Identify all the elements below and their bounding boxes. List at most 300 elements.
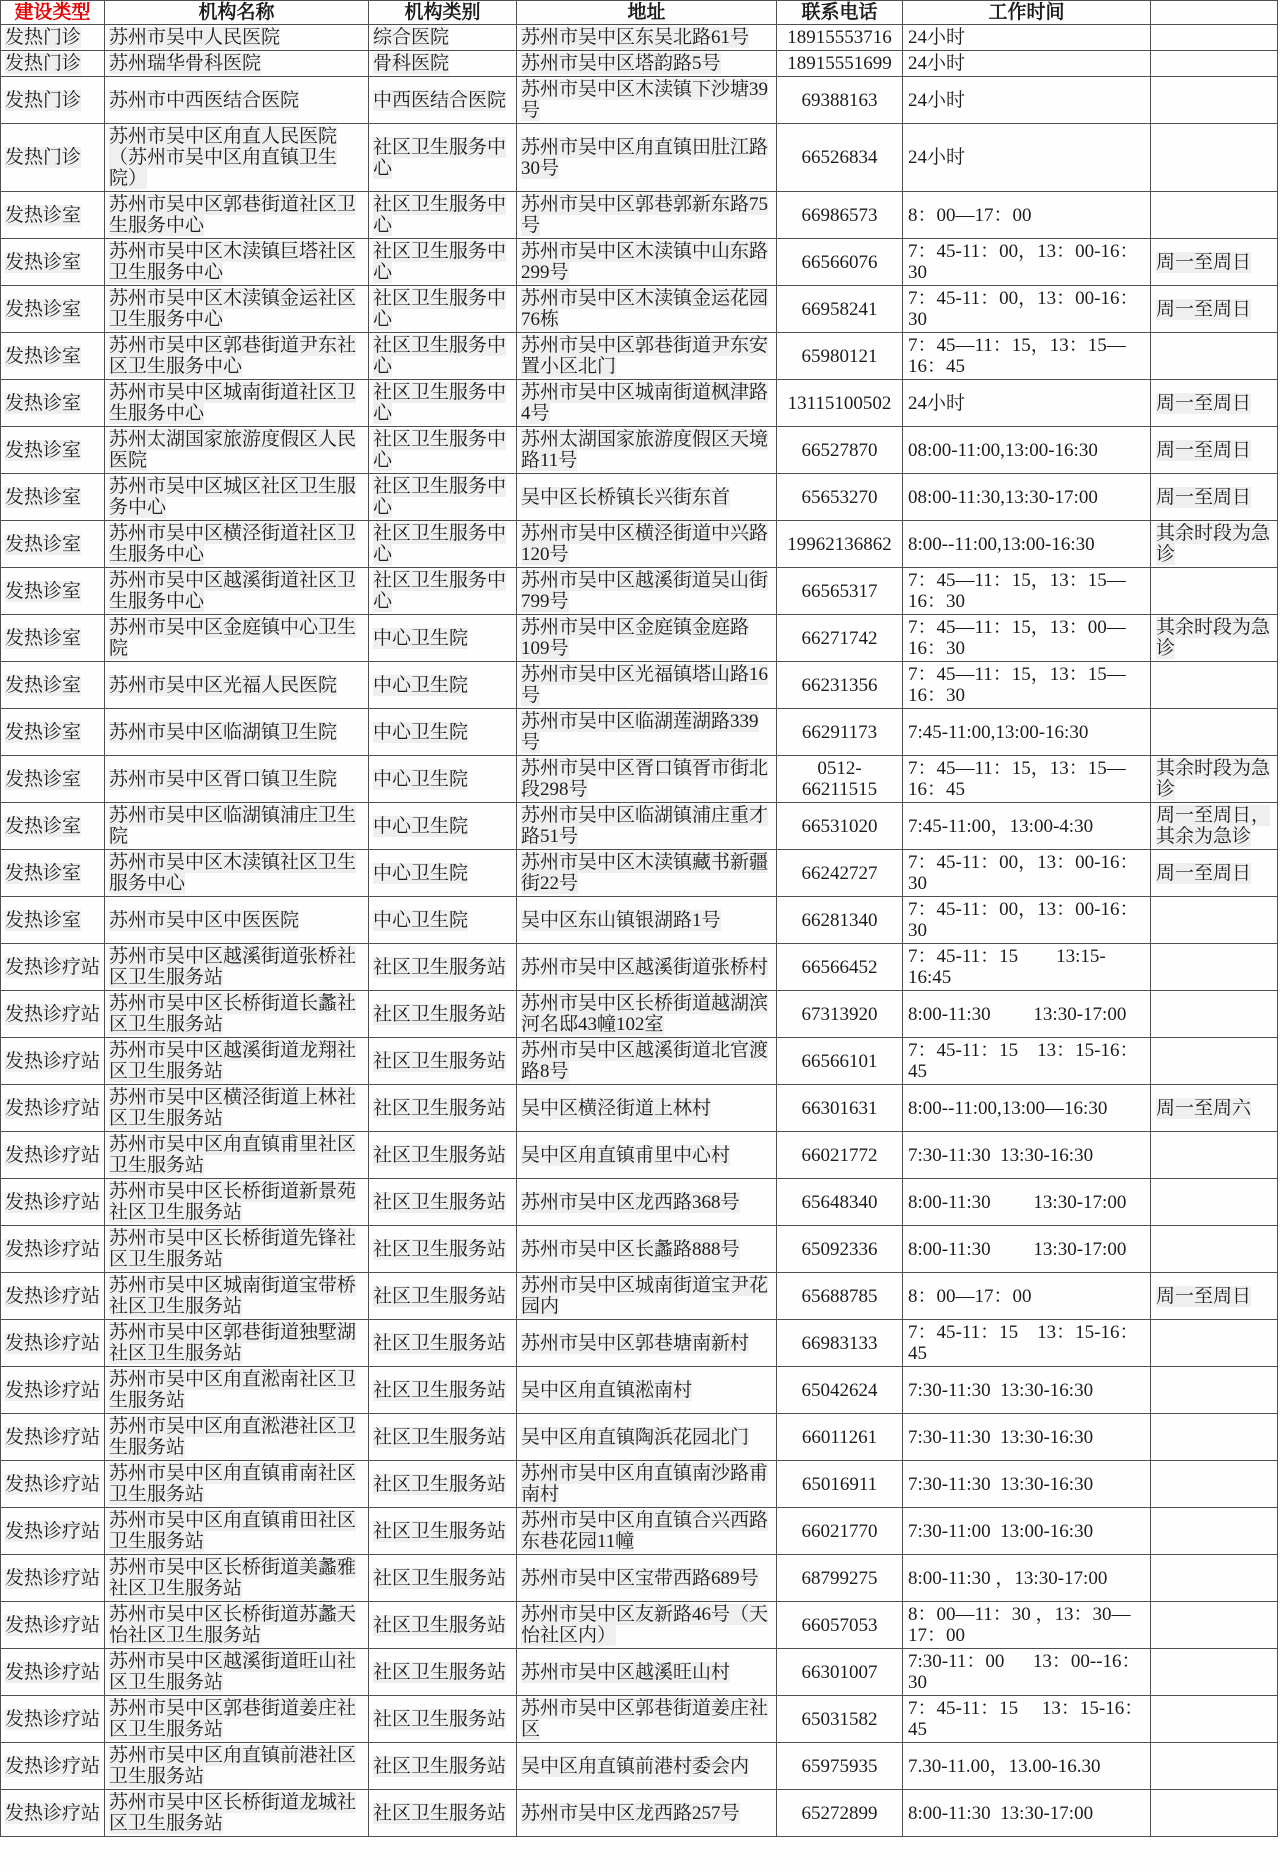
cell-text: 发热门诊 [5, 27, 82, 48]
cell-address [517, 427, 777, 474]
cell-name [105, 521, 369, 568]
table-body [1, 25, 1278, 1837]
cell-text: 7：45—11：15，13：00—16：30 [908, 617, 1126, 659]
cell-category [369, 1508, 517, 1555]
cell-note [1151, 1790, 1278, 1837]
cell-note [1151, 1414, 1278, 1461]
cell-text: 65653270 [801, 486, 878, 508]
cell-text: 苏州市吴中区越溪旺山村 [521, 1661, 731, 1683]
cell-hours [903, 51, 1151, 77]
cell-text: 社区卫生服务站 [373, 1473, 507, 1495]
cell-text: 周一至周日，其余为急诊 [1156, 805, 1271, 847]
cell-text: 发热诊疗站 [5, 1661, 101, 1683]
cell-name [105, 1555, 369, 1602]
cell-text: 苏州市吴中区临湖镇浦庄卫生院 [109, 805, 357, 847]
cell-type [1, 1602, 105, 1649]
cell-text: 苏州市吴中区郭巷郭新东路75号 [521, 194, 769, 236]
cell-text: 社区卫生服务站 [373, 1144, 507, 1166]
cell-name [105, 1085, 369, 1132]
cell-text: 8:00-11:30 13:30-17:00 [908, 1003, 1127, 1025]
table-row [1, 991, 1278, 1038]
cell-hours [903, 1085, 1151, 1132]
cell-text: 吴中区甪直镇陶浜花园北门 [521, 1426, 750, 1448]
cell-name [105, 1649, 369, 1696]
cell-text: 发热诊疗站 [5, 1285, 101, 1307]
cell-phone [777, 803, 903, 850]
cell-text: 08:00-11:30,13:30-17:00 [908, 486, 1098, 508]
cell-phone [777, 124, 903, 192]
cell-phone [777, 1696, 903, 1743]
cell-note [1151, 1132, 1278, 1179]
cell-text: 苏州市吴中区金庭镇中心卫生院 [109, 617, 357, 659]
cell-phone [777, 1508, 903, 1555]
table-row [1, 1179, 1278, 1226]
cell-text: 发热诊疗站 [5, 1191, 101, 1213]
cell-address [517, 1602, 777, 1649]
table-row [1, 380, 1278, 427]
cell-address [517, 1790, 777, 1837]
cell-text: 苏州市吴中区越溪街道社区卫生服务中心 [109, 570, 357, 612]
cell-text: 66531020 [801, 815, 878, 837]
cell-text: 8:00-11:30 13:30-17:00 [908, 1238, 1127, 1260]
table-row [1, 1038, 1278, 1085]
cell-text: 社区卫生服务站 [373, 1050, 507, 1072]
table-row [1, 944, 1278, 991]
table-row [1, 1461, 1278, 1508]
cell-type [1, 1555, 105, 1602]
table-row [1, 1602, 1278, 1649]
cell-name [105, 1226, 369, 1273]
cell-address [517, 1367, 777, 1414]
cell-text: 周一至周日 [1156, 862, 1252, 884]
cell-hours [903, 709, 1151, 756]
cell-text: 中心卫生院 [373, 721, 469, 743]
cell-note [1151, 615, 1278, 662]
cell-type [1, 1273, 105, 1320]
cell-name [105, 474, 369, 521]
cell-name [105, 1602, 369, 1649]
cell-text: 7:30-11:30 13:30-16:30 [908, 1426, 1094, 1448]
table-row [1, 521, 1278, 568]
cell-type [1, 192, 105, 239]
cell-text: 7：45-11：15 13：15-16：45 [908, 1322, 1139, 1364]
cell-text: 66527870 [801, 439, 878, 461]
cell-text: 发热诊疗站 [5, 1097, 101, 1119]
cell-text: 发热诊室 [5, 862, 82, 884]
cell-text: 66021772 [801, 1144, 878, 1166]
table-row [1, 897, 1278, 944]
cell-address [517, 1508, 777, 1555]
cell-text: 社区卫生服务站 [373, 1802, 507, 1824]
cell-note [1151, 1367, 1278, 1414]
cell-name [105, 709, 369, 756]
cell-name [105, 51, 369, 77]
cell-text: 苏州市吴中区临湖镇卫生院 [109, 721, 338, 743]
cell-text: 发热诊疗站 [5, 1614, 101, 1636]
header-row [1, 1, 1278, 25]
cell-type [1, 1649, 105, 1696]
cell-note [1151, 1743, 1278, 1790]
cell-name [105, 77, 369, 124]
cell-text: 发热诊室 [5, 345, 82, 367]
cell-text: 发热诊室 [5, 251, 82, 273]
cell-phone [777, 756, 903, 803]
cell-hours [903, 1461, 1151, 1508]
table-row [1, 25, 1278, 51]
cell-text: 中心卫生院 [373, 674, 469, 696]
cell-hours [903, 333, 1151, 380]
cell-text: 社区卫生服务站 [373, 1426, 507, 1448]
cell-category [369, 756, 517, 803]
cell-text: 24小时 [908, 27, 966, 48]
cell-note [1151, 1461, 1278, 1508]
cell-address [517, 1649, 777, 1696]
cell-text: 66958241 [801, 298, 878, 320]
cell-note [1151, 1649, 1278, 1696]
cell-text: 66271742 [801, 627, 878, 649]
cell-text: 66566076 [801, 251, 878, 273]
cell-text: 苏州市吴中区木渎镇社区卫生服务中心 [109, 852, 357, 894]
cell-text: 中心卫生院 [373, 815, 469, 837]
cell-type [1, 286, 105, 333]
table-row [1, 192, 1278, 239]
cell-hours [903, 1038, 1151, 1085]
cell-text: 苏州市吴中区甪直淞南社区卫生服务站 [109, 1369, 357, 1411]
cell-name [105, 615, 369, 662]
cell-text: 发热诊室 [5, 486, 82, 508]
cell-type [1, 1790, 105, 1837]
cell-category [369, 474, 517, 521]
cell-name [105, 1179, 369, 1226]
cell-text: 吴中区甪直镇淞南村 [521, 1379, 693, 1401]
cell-name [105, 286, 369, 333]
cell-phone [777, 239, 903, 286]
cell-hours [903, 568, 1151, 615]
cell-phone [777, 1461, 903, 1508]
cell-type [1, 568, 105, 615]
cell-text: 18915551699 [787, 53, 892, 74]
cell-text: 中心卫生院 [373, 768, 469, 790]
cell-phone [777, 521, 903, 568]
cell-text: 7：45-11：15 13：15-16：45 [908, 1040, 1139, 1082]
cell-address [517, 991, 777, 1038]
cell-type [1, 1743, 105, 1790]
cell-text: 18915553716 [787, 27, 892, 48]
cell-text: 24小时 [908, 89, 966, 111]
cell-note [1151, 77, 1278, 124]
cell-phone [777, 427, 903, 474]
cell-text: 65688785 [801, 1285, 878, 1307]
table-row [1, 1132, 1278, 1179]
cell-text: 社区卫生服务站 [373, 956, 507, 978]
cell-note [1151, 991, 1278, 1038]
cell-note [1151, 1085, 1278, 1132]
cell-text: 发热诊室 [5, 815, 82, 837]
cell-text: 发热诊室 [5, 298, 82, 320]
cell-text: 苏州市吴中区越溪街道旺山社区卫生服务站 [109, 1651, 357, 1693]
cell-text: 7：45-11：00，13：00-16：30 [908, 899, 1139, 941]
cell-text: 苏州市吴中区甪直镇合兴西路东巷花园11幢 [521, 1510, 769, 1552]
cell-note [1151, 427, 1278, 474]
cell-text: 68799275 [801, 1567, 878, 1589]
cell-category [369, 1790, 517, 1837]
cell-text: 苏州市吴中区木渎镇金运社区卫生服务中心 [109, 288, 357, 330]
cell-text: 7.30-11.00，13.00-16.30 [908, 1755, 1101, 1777]
cell-text: 苏州市吴中区胥口镇胥市街北段298号 [521, 758, 769, 800]
cell-text: 社区卫生服务站 [373, 1003, 507, 1025]
cell-hours [903, 25, 1151, 51]
cell-note [1151, 944, 1278, 991]
table-row [1, 568, 1278, 615]
cell-phone [777, 474, 903, 521]
cell-text: 发热诊疗站 [5, 1708, 101, 1730]
cell-text: 65092336 [801, 1238, 878, 1260]
cell-type [1, 1367, 105, 1414]
table-row [1, 756, 1278, 803]
cell-phone [777, 568, 903, 615]
cell-address [517, 1273, 777, 1320]
cell-name [105, 1038, 369, 1085]
cell-text: 苏州市吴中区城区社区卫生服务中心 [109, 476, 357, 518]
table-row [1, 1649, 1278, 1696]
cell-note [1151, 51, 1278, 77]
header-cell-category: 机构类别 [369, 1, 517, 25]
cell-name [105, 1696, 369, 1743]
cell-name [105, 192, 369, 239]
cell-hours [903, 1226, 1151, 1273]
cell-note [1151, 239, 1278, 286]
cell-note [1151, 380, 1278, 427]
cell-phone [777, 897, 903, 944]
cell-note [1151, 474, 1278, 521]
table-row [1, 124, 1278, 192]
cell-text: 7：45—11：15，13：15—16：30 [908, 664, 1126, 706]
cell-text: 7:30-11：00 13：00--16：30 [908, 1651, 1141, 1693]
cell-phone [777, 51, 903, 77]
cell-address [517, 124, 777, 192]
table-row [1, 615, 1278, 662]
cell-address [517, 850, 777, 897]
cell-text: 苏州市吴中区甪直镇前港社区卫生服务站 [109, 1745, 357, 1787]
cell-type [1, 850, 105, 897]
cell-text: 8:00-11:30 13:30-17:00 [908, 1802, 1094, 1824]
cell-text: 苏州市吴中区长桥街道新景苑社区卫生服务站 [109, 1181, 357, 1223]
cell-phone [777, 1085, 903, 1132]
cell-text: 苏州市吴中区龙西路368号 [521, 1191, 740, 1213]
cell-text: 苏州市吴中区木渎镇金运花园76栋 [521, 288, 769, 330]
cell-hours [903, 944, 1151, 991]
cell-category [369, 944, 517, 991]
header-cell-address: 地址 [517, 1, 777, 25]
cell-text: 苏州市吴中区郭巷街道姜庄社区 [521, 1698, 769, 1740]
cell-text: 其余时段为急诊 [1156, 523, 1271, 565]
cell-hours [903, 1602, 1151, 1649]
cell-text: 社区卫生服务中心 [373, 194, 507, 236]
cell-address [517, 944, 777, 991]
cell-text: 66566101 [801, 1050, 878, 1072]
cell-phone [777, 77, 903, 124]
cell-text: 苏州市吴中区郭巷街道尹东社区卫生服务中心 [109, 335, 357, 377]
cell-name [105, 333, 369, 380]
cell-address [517, 1743, 777, 1790]
cell-text: 66983133 [801, 1332, 878, 1354]
cell-text: 苏州市吴中区友新路46号（天怡社区内） [521, 1604, 769, 1646]
cell-hours [903, 521, 1151, 568]
cell-category [369, 662, 517, 709]
cell-text: 7：45-11：00，13：00-16：30 [908, 288, 1139, 330]
cell-text: 发热诊室 [5, 580, 82, 602]
cell-name [105, 897, 369, 944]
cell-category [369, 333, 517, 380]
cell-text: 苏州市吴中区郭巷街道社区卫生服务中心 [109, 194, 357, 236]
cell-text: 苏州市吴中区越溪街道龙翔社区卫生服务站 [109, 1040, 357, 1082]
cell-type [1, 1320, 105, 1367]
cell-category [369, 1273, 517, 1320]
cell-name [105, 25, 369, 51]
cell-type [1, 1179, 105, 1226]
header-cell-phone: 联系电话 [777, 1, 903, 25]
cell-text: 8:00--11:00,13:00—16:30 [908, 1097, 1108, 1119]
cell-type [1, 1508, 105, 1555]
cell-name [105, 756, 369, 803]
cell-hours [903, 897, 1151, 944]
cell-text: 社区卫生服务站 [373, 1520, 507, 1542]
cell-name [105, 1461, 369, 1508]
cell-category [369, 850, 517, 897]
cell-address [517, 239, 777, 286]
table-row [1, 1226, 1278, 1273]
cell-text: 65042624 [801, 1379, 878, 1401]
cell-category [369, 192, 517, 239]
cell-address [517, 25, 777, 51]
cell-category [369, 25, 517, 51]
cell-address [517, 474, 777, 521]
cell-text: 苏州市吴中区郭巷塘南新村 [521, 1332, 750, 1354]
cell-text: 苏州市吴中区木渎镇藏书新疆街22号 [521, 852, 769, 894]
cell-text: 7：45-11：00，13：00-16：30 [908, 241, 1139, 283]
cell-name [105, 803, 369, 850]
cell-phone [777, 192, 903, 239]
cell-text: 其余时段为急诊 [1156, 758, 1271, 800]
cell-text: 发热诊疗站 [5, 1379, 101, 1401]
cell-text: 08:00-11:00,13:00-16:30 [908, 439, 1098, 461]
cell-text: 骨科医院 [373, 53, 450, 74]
table-row [1, 850, 1278, 897]
cell-hours [903, 192, 1151, 239]
cell-type [1, 944, 105, 991]
cell-text: 发热诊室 [5, 674, 82, 696]
cell-text: 24小时 [908, 53, 966, 74]
cell-text: 66057053 [801, 1614, 878, 1636]
cell-text: 社区卫生服务站 [373, 1285, 507, 1307]
cell-text: 发热门诊 [5, 53, 82, 74]
cell-text: 周一至周日 [1156, 439, 1252, 461]
cell-note [1151, 25, 1278, 51]
cell-hours [903, 1132, 1151, 1179]
cell-type [1, 662, 105, 709]
cell-address [517, 1696, 777, 1743]
cell-category [369, 286, 517, 333]
cell-text: 发热诊疗站 [5, 1473, 101, 1495]
cell-text: 发热诊疗站 [5, 1520, 101, 1542]
cell-hours [903, 1414, 1151, 1461]
cell-note [1151, 286, 1278, 333]
cell-text: 19962136862 [787, 533, 892, 555]
cell-hours [903, 474, 1151, 521]
cell-category [369, 124, 517, 192]
table-row [1, 709, 1278, 756]
cell-name [105, 850, 369, 897]
cell-hours [903, 1273, 1151, 1320]
cell-text: 8：00—11：30 ，13：30—17：00 [908, 1604, 1131, 1646]
cell-address [517, 192, 777, 239]
cell-phone [777, 615, 903, 662]
cell-text: 苏州市吴中区横泾街道中兴路120号 [521, 523, 769, 565]
table-row [1, 427, 1278, 474]
cell-text: 苏州市吴中区东吴北路61号 [521, 27, 750, 48]
cell-text: 8：00—17：00 [908, 1285, 1032, 1307]
cell-address [517, 1132, 777, 1179]
cell-type [1, 1132, 105, 1179]
cell-hours [903, 1555, 1151, 1602]
cell-text: 社区卫生服务站 [373, 1332, 507, 1354]
cell-type [1, 897, 105, 944]
cell-text: 0512-66211515 [801, 758, 878, 800]
table-row [1, 239, 1278, 286]
cell-phone [777, 380, 903, 427]
cell-address [517, 709, 777, 756]
cell-address [517, 1226, 777, 1273]
cell-text: 66526834 [801, 147, 878, 168]
cell-note [1151, 850, 1278, 897]
cell-phone [777, 1743, 903, 1790]
table-row [1, 286, 1278, 333]
table-row [1, 1555, 1278, 1602]
cell-phone [777, 1414, 903, 1461]
cell-type [1, 756, 105, 803]
cell-hours [903, 803, 1151, 850]
cell-text: 周一至周日 [1156, 486, 1252, 508]
cell-text: 发热诊疗站 [5, 1238, 101, 1260]
cell-note [1151, 803, 1278, 850]
cell-phone [777, 1226, 903, 1273]
cell-text: 苏州市吴中区长桥街道先锋社区卫生服务站 [109, 1228, 357, 1270]
table-row [1, 1414, 1278, 1461]
cell-hours [903, 124, 1151, 192]
cell-name [105, 1273, 369, 1320]
cell-text: 社区卫生服务站 [373, 1567, 507, 1589]
cell-hours [903, 662, 1151, 709]
cell-type [1, 239, 105, 286]
cell-text: 发热诊疗站 [5, 1332, 101, 1354]
cell-phone [777, 709, 903, 756]
cell-category [369, 615, 517, 662]
cell-note [1151, 1226, 1278, 1273]
cell-text: 7:30-11:30 13:30-16:30 [908, 1473, 1094, 1495]
cell-name [105, 568, 369, 615]
cell-name [105, 380, 369, 427]
header-cell-hours: 工作时间 [903, 1, 1151, 25]
cell-name [105, 427, 369, 474]
table-row [1, 1790, 1278, 1837]
cell-hours [903, 1790, 1151, 1837]
cell-text: 周一至周日 [1156, 298, 1252, 320]
cell-note [1151, 662, 1278, 709]
cell-text: 65980121 [801, 345, 878, 367]
cell-text: 社区卫生服务站 [373, 1097, 507, 1119]
cell-type [1, 51, 105, 77]
cell-category [369, 568, 517, 615]
